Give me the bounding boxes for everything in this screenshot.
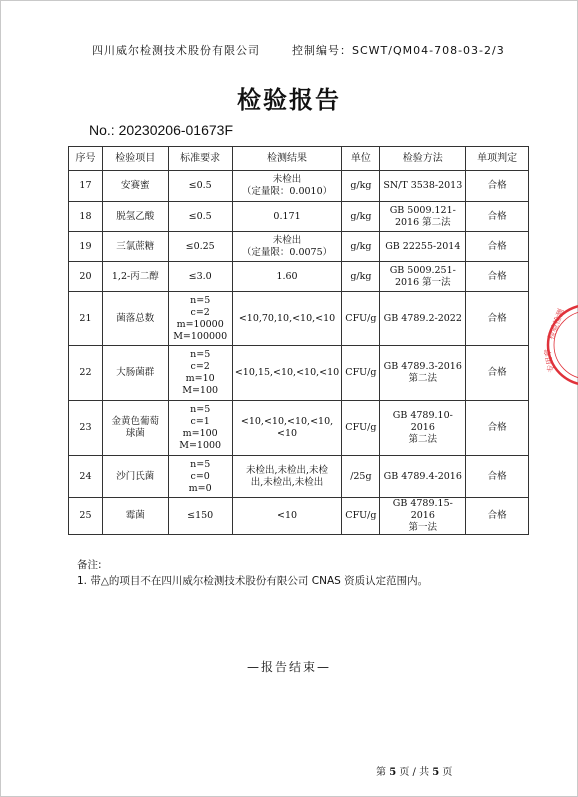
cell-method-line: GB 5009.121-	[389, 204, 456, 216]
report-number: No.: 20230206-01673F	[89, 122, 233, 138]
cell-result	[232, 202, 342, 232]
cell-requirement-line: m=10	[185, 373, 215, 384]
cell-unit: CFU/g	[342, 401, 380, 456]
notes-section	[77, 557, 428, 589]
cell-requirement-line: c=2	[190, 361, 210, 372]
cell-result-line: （定量限：0.0010）	[241, 186, 333, 197]
cell-item	[102, 292, 168, 346]
cell-unit: g/kg	[342, 171, 380, 202]
cell-result	[232, 401, 342, 456]
cell-result	[232, 456, 342, 498]
cell-judgement: 合格	[466, 456, 529, 498]
cell-result-line: 未检出	[272, 174, 302, 185]
cell-unit: CFU/g	[342, 292, 380, 346]
cell-requirement-line: ≤3.0	[188, 270, 212, 282]
cell-result-line: 未检出	[272, 234, 302, 246]
table-row	[69, 262, 529, 292]
col-header-method: 检验方法	[380, 147, 466, 171]
current-page: 5	[389, 767, 397, 778]
cell-result-line: 1.60	[276, 270, 298, 282]
table-row	[69, 232, 529, 262]
cell-requirement	[168, 498, 232, 535]
cell-result-line: <10,<10,<10,<10,<10	[240, 416, 334, 439]
table-row	[69, 498, 529, 535]
cell-result	[232, 498, 342, 535]
cell-method-line: 第一法	[408, 522, 438, 533]
cell-method	[380, 498, 466, 535]
cell-method-line: GB 4789.3-2016	[383, 361, 462, 372]
table-row	[69, 202, 529, 232]
cell-result	[232, 262, 342, 292]
cell-requirement-line: n=5	[190, 349, 211, 360]
cell-method-line: 第二法	[408, 434, 438, 445]
svg-text:检验检测: 检验检测	[546, 307, 566, 341]
cell-item-line: 三氯蔗糖	[116, 240, 155, 252]
table-row	[69, 346, 529, 401]
notes-label: 备注:	[77, 559, 102, 571]
cell-judgement: 合格	[466, 292, 529, 346]
cell-result-line: <10,70,10,<10,<10	[238, 312, 336, 324]
col-header-item: 检验项目	[102, 147, 168, 171]
cell-result-line: 出,未检出,未检出	[250, 476, 324, 488]
cell-requirement-line: ≤0.5	[188, 210, 212, 222]
cell-unit: g/kg	[342, 202, 380, 232]
cell-item-line: 霉菌	[125, 510, 145, 521]
cell-method	[380, 202, 466, 232]
cell-unit: CFU/g	[342, 346, 380, 401]
cell-requirement-line: n=5	[190, 294, 211, 306]
cell-item	[102, 456, 168, 498]
cell-result-line: <10,15,<10,<10,<10	[234, 367, 340, 378]
cell-method-line: GB 22255-2014	[385, 240, 461, 252]
cell-unit: g/kg	[342, 262, 380, 292]
cell-method-line: GB 4789.10-2016	[392, 410, 453, 433]
cell-item-line: 沙门氏菌	[116, 470, 155, 482]
cell-method	[380, 171, 466, 202]
cell-requirement-line: M=1000	[179, 440, 222, 451]
cell-judgement: 合格	[466, 171, 529, 202]
cell-requirement	[168, 346, 232, 401]
cell-method	[380, 401, 466, 456]
cell-no: 23	[69, 401, 103, 456]
cell-judgement: 合格	[466, 401, 529, 456]
cell-no: 20	[69, 262, 103, 292]
cell-item	[102, 262, 168, 292]
cell-requirement	[168, 232, 232, 262]
col-header-unit: 单位	[342, 147, 380, 171]
table-row	[69, 171, 529, 202]
table-header-row	[69, 147, 529, 171]
cell-method-line: GB 4789.15-2016	[392, 498, 453, 521]
total-pages: 5	[432, 767, 440, 778]
cell-method	[380, 346, 466, 401]
cell-result	[232, 292, 342, 346]
cell-item-line: 安赛蜜	[121, 180, 150, 191]
cell-judgement: 合格	[466, 202, 529, 232]
cell-requirement-line: n=5	[190, 458, 211, 470]
cell-requirement-line: n=5	[190, 404, 211, 415]
cell-no: 18	[69, 202, 103, 232]
cell-requirement-line: M=100000	[173, 330, 228, 342]
cell-requirement	[168, 171, 232, 202]
cell-unit: /25g	[342, 456, 380, 498]
cell-result-line: <10	[276, 510, 298, 521]
svg-text:专用章: 专用章	[542, 348, 556, 374]
cell-method	[380, 456, 466, 498]
cell-requirement-line: m=10000	[176, 318, 224, 330]
page-number: 第 5 页 / 共 5 页	[376, 767, 453, 778]
cell-item-line: 菌落总数	[116, 312, 155, 324]
cell-method-line: GB 4789.4-2016	[383, 470, 462, 482]
cell-method-line: 2016 第二法	[394, 216, 451, 228]
cell-no: 25	[69, 498, 103, 535]
company-name: 四川威尔检测技术股份有限公司	[92, 44, 260, 57]
cell-method-line: 2016 第一法	[394, 276, 451, 288]
cell-requirement	[168, 401, 232, 456]
cell-item-line: 金黄色葡萄	[111, 416, 160, 427]
cell-no: 22	[69, 346, 103, 401]
cell-requirement	[168, 202, 232, 232]
cell-requirement	[168, 262, 232, 292]
results-table	[68, 146, 529, 535]
col-header-requirement: 标准要求	[168, 147, 232, 171]
cell-requirement-line: ≤0.25	[185, 240, 215, 252]
cell-item	[102, 346, 168, 401]
cell-item	[102, 232, 168, 262]
report-title: 检验报告	[237, 86, 341, 114]
table-row	[69, 456, 529, 498]
cell-item	[102, 498, 168, 535]
cell-judgement: 合格	[466, 262, 529, 292]
col-header-result: 检测结果	[232, 147, 342, 171]
cell-result-line: （定量限：0.0075）	[241, 246, 333, 258]
cell-judgement: 合格	[466, 498, 529, 535]
report-end-mark: —报告结束—	[246, 660, 331, 674]
cell-item	[102, 171, 168, 202]
cell-item-line: 大肠菌群	[116, 367, 155, 378]
control-number: SCWT/QM04-708-03-2/3	[352, 44, 505, 57]
cell-item	[102, 202, 168, 232]
cell-method-line: SN/T 3538-2013	[383, 180, 463, 191]
cell-result-line: 0.171	[273, 210, 301, 222]
cell-item-line: 球菌	[125, 428, 145, 439]
cell-unit: CFU/g	[342, 498, 380, 535]
note-item: 1. 带△的项目不在四川威尔检测技术股份有限公司 CNAS 资质认定范围内。	[77, 575, 429, 587]
cell-method-line: 第二法	[408, 373, 438, 384]
cell-no: 24	[69, 456, 103, 498]
cell-method	[380, 262, 466, 292]
cell-requirement-line: ≤150	[187, 510, 214, 521]
cell-no: 19	[69, 232, 103, 262]
cell-method	[380, 292, 466, 346]
col-header-no: 序号	[69, 147, 103, 171]
cell-item	[102, 401, 168, 456]
control-number-label: 控制编号：	[292, 44, 352, 57]
cell-requirement-line: c=1	[190, 416, 210, 427]
table-row	[69, 401, 529, 456]
cell-judgement: 合格	[466, 232, 529, 262]
cell-result	[232, 232, 342, 262]
cell-result	[232, 171, 342, 202]
cell-no: 21	[69, 292, 103, 346]
cell-method-line: GB 5009.251-	[389, 264, 456, 276]
cell-requirement	[168, 456, 232, 498]
cell-method-line: GB 4789.2-2022	[383, 312, 462, 324]
cell-item-line: 1,2-丙二醇	[111, 270, 159, 282]
cell-result	[232, 346, 342, 401]
cell-requirement-line: ≤0.5	[188, 180, 212, 191]
cell-requirement	[168, 292, 232, 346]
cell-requirement-line: M=100	[182, 385, 219, 396]
cell-unit: g/kg	[342, 232, 380, 262]
cell-judgement: 合格	[466, 346, 529, 401]
cell-requirement-line: c=0	[190, 470, 210, 482]
table-row	[69, 292, 529, 346]
cell-requirement-line: c=2	[190, 306, 210, 318]
cell-result-line: 未检出,未检出,未检	[246, 464, 329, 476]
official-seal-stamp	[540, 300, 578, 390]
control-number-line	[292, 42, 505, 58]
cell-method	[380, 232, 466, 262]
cell-requirement-line: m=100	[182, 428, 218, 439]
cell-requirement-line: m=0	[188, 482, 212, 494]
cell-item-line: 脱氢乙酸	[116, 210, 155, 222]
cell-no: 17	[69, 171, 103, 202]
col-header-judgement: 单项判定	[466, 147, 529, 171]
